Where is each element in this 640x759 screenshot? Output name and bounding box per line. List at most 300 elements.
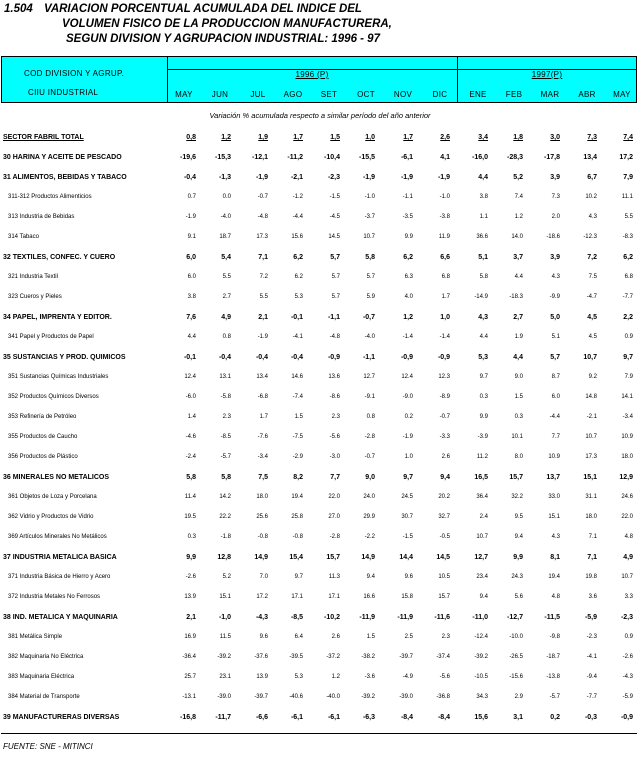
table-cell: 5.7 xyxy=(366,274,375,280)
table-cell: -26.5 xyxy=(509,654,523,660)
header-month: SET xyxy=(320,90,338,99)
table-cell: -6.8 xyxy=(257,394,268,400)
table-cell: -13.1 xyxy=(182,694,196,700)
table-cell: 4.3 xyxy=(551,274,560,280)
table-cell: 5.1 xyxy=(551,334,560,340)
table-cell: -11,5 xyxy=(544,614,560,621)
table-cell: 1.9 xyxy=(514,334,523,340)
table-cell: -0,4 xyxy=(218,354,231,361)
table-cell: -4,3 xyxy=(255,614,268,621)
table-cell: -0,3 xyxy=(584,714,597,721)
table-cell: 1,2 xyxy=(221,134,231,141)
table-cell: 6.0 xyxy=(187,274,196,280)
table-cell: 9,7 xyxy=(403,474,413,481)
header-year-1997: 1997(P) xyxy=(531,70,563,79)
title-line-3: SEGUN DIVISION Y AGRUPACION INDUSTRIAL: 1996 - 97 xyxy=(66,33,380,45)
row-label: 383 Maquinaria Eléctrica xyxy=(8,674,75,680)
table-cell: 1.4 xyxy=(187,414,196,420)
table-cell: 13.9 xyxy=(184,594,196,600)
table-cell: 12.3 xyxy=(438,374,450,380)
table-cell: 1,5 xyxy=(330,134,340,141)
title-line-2: VOLUMEN FISICO DE LA PRODUCCION MANUFACTURERA, xyxy=(62,18,392,30)
table-cell: -8.5 xyxy=(220,434,231,440)
table-cell: 11.5 xyxy=(219,634,231,640)
table-cell: -3.4 xyxy=(622,414,633,420)
table-cell: -16,8 xyxy=(180,714,196,721)
table-cell: -7.7 xyxy=(586,694,597,700)
bottom-rule xyxy=(1,733,637,734)
table-cell: -1.5 xyxy=(329,194,340,200)
table-cell: 15.8 xyxy=(401,594,413,600)
table-cell: 19.5 xyxy=(184,514,196,520)
table-cell: 14.0 xyxy=(511,234,523,240)
table-cell: -6,1 xyxy=(400,154,413,161)
table-cell: -0,4 xyxy=(290,354,303,361)
table-cell: 9,9 xyxy=(513,554,523,561)
row-label: 355 Productos de Caucho xyxy=(8,434,78,440)
table-cell: 18.0 xyxy=(585,514,597,520)
table-cell: 2.0 xyxy=(551,214,560,220)
table-cell: 1.1 xyxy=(479,214,488,220)
table-cell: 29.9 xyxy=(363,514,375,520)
table-cell: 10.7 xyxy=(585,434,597,440)
table-cell: -3.5 xyxy=(402,214,413,220)
table-cell: 10.7 xyxy=(476,534,488,540)
table-cell: 11.3 xyxy=(328,574,340,580)
table-cell: 9.4 xyxy=(479,594,488,600)
table-cell: 1,8 xyxy=(513,134,523,141)
table-cell: -36.4 xyxy=(182,654,196,660)
table-cell: 14,5 xyxy=(436,554,450,561)
table-cell: 5,7 xyxy=(330,254,340,261)
table-row xyxy=(0,314,640,328)
table-cell: 24.0 xyxy=(363,494,375,500)
table-cell: -19,6 xyxy=(180,154,196,161)
row-label: 32 TEXTILES, CONFEC. Y CUERO xyxy=(3,254,116,261)
table-cell: -2.4 xyxy=(185,454,196,460)
table-cell: -4.9 xyxy=(402,674,413,680)
table-cell: 3,4 xyxy=(478,134,488,141)
table-cell: 5.7 xyxy=(331,294,340,300)
table-cell: -7.7 xyxy=(622,294,633,300)
table-cell: 5.5 xyxy=(624,214,633,220)
table-cell: 6.8 xyxy=(624,274,633,280)
table-cell: -2,3 xyxy=(620,614,633,621)
table-cell: -1.9 xyxy=(402,434,413,440)
table-cell: 10.9 xyxy=(621,434,633,440)
table-cell: -2,1 xyxy=(290,174,303,181)
table-cell: -10.0 xyxy=(509,634,523,640)
table-row xyxy=(0,494,640,508)
table-cell: 10,7 xyxy=(583,354,597,361)
table-cell: 12.4 xyxy=(401,374,413,380)
table-cell: -1,9 xyxy=(362,174,375,181)
table-cell: -39.7 xyxy=(254,694,268,700)
table-cell: -8,5 xyxy=(290,614,303,621)
table-cell: 9.9 xyxy=(479,414,488,420)
table-cell: 12.4 xyxy=(184,374,196,380)
table-cell: 11.2 xyxy=(476,454,488,460)
table-cell: 0.7 xyxy=(187,194,196,200)
table-cell: -4.4 xyxy=(549,414,560,420)
table-cell: 14.1 xyxy=(621,394,633,400)
table-cell: 7,1 xyxy=(258,254,268,261)
table-cell: -10.5 xyxy=(474,674,488,680)
table-cell: -5,9 xyxy=(584,614,597,621)
table-cell: 36.6 xyxy=(476,234,488,240)
table-cell: -3.0 xyxy=(329,454,340,460)
table-cell: 13.4 xyxy=(256,374,268,380)
table-cell: 1.5 xyxy=(514,394,523,400)
table-cell: -15,5 xyxy=(359,154,375,161)
table-cell: 4,3 xyxy=(478,314,488,321)
table-cell: -0,4 xyxy=(255,354,268,361)
table-cell: 9.6 xyxy=(404,574,413,580)
table-cell: 13.9 xyxy=(256,674,268,680)
table-cell: -3.3 xyxy=(439,434,450,440)
row-label: 323 Cueros y Pieles xyxy=(8,294,62,300)
table-cell: 17.1 xyxy=(291,594,303,600)
table-cell: 3.6 xyxy=(588,594,597,600)
row-label: 362 Vidrio y Productos de Vidrio xyxy=(8,514,94,520)
table-cell: -0.5 xyxy=(439,534,450,540)
table-cell: -12.3 xyxy=(583,234,597,240)
table-cell: -3.8 xyxy=(439,214,450,220)
table-cell: -5.7 xyxy=(549,694,560,700)
table-cell: 6,6 xyxy=(440,254,450,261)
table-cell: 5.8 xyxy=(479,274,488,280)
table-row xyxy=(0,294,640,308)
table-cell: 1,7 xyxy=(403,134,413,141)
table-cell: 6,2 xyxy=(403,254,413,261)
row-label: 37 INDUSTRIA METALICA BASICA xyxy=(3,554,117,561)
row-label: 36 MINERALES NO METALICOS xyxy=(3,474,110,481)
table-cell: 6,7 xyxy=(587,174,597,181)
table-cell: 4.8 xyxy=(551,594,560,600)
table-cell: 15,7 xyxy=(509,474,523,481)
table-cell: 7,1 xyxy=(587,554,597,561)
table-cell: -1.0 xyxy=(439,194,450,200)
table-cell: -37.2 xyxy=(326,654,340,660)
table-row xyxy=(0,694,640,708)
table-row xyxy=(0,474,640,488)
table-cell: -5.9 xyxy=(622,694,633,700)
table-row xyxy=(0,594,640,608)
table-cell: -4.5 xyxy=(329,214,340,220)
row-label: 35 SUSTANCIAS Y PROD. QUIMICOS xyxy=(3,354,126,361)
table-cell: 2.3 xyxy=(331,414,340,420)
table-cell: 5,8 xyxy=(221,474,231,481)
table-cell: -6,6 xyxy=(255,714,268,721)
table-cell: 1,9 xyxy=(258,134,268,141)
table-cell: 10.9 xyxy=(548,454,560,460)
table-row xyxy=(0,514,640,528)
table-cell: 32.7 xyxy=(438,514,450,520)
table-number: 1.504 xyxy=(4,3,33,15)
table-cell: -15.6 xyxy=(509,674,523,680)
table-cell: 9.5 xyxy=(514,514,523,520)
table-cell: 4.5 xyxy=(588,334,597,340)
table-cell: 22.0 xyxy=(621,514,633,520)
table-cell: 36.4 xyxy=(476,494,488,500)
table-cell: -0.7 xyxy=(364,454,375,460)
table-cell: 1,7 xyxy=(293,134,303,141)
row-label: 352 Productos Químicos Diversos xyxy=(8,394,99,400)
table-cell: 5,8 xyxy=(186,474,196,481)
table-cell: 2,7 xyxy=(513,314,523,321)
table-cell: -10,4 xyxy=(324,154,340,161)
table-cell: -39.0 xyxy=(217,694,231,700)
table-cell: 14.6 xyxy=(291,374,303,380)
table-cell: 4.4 xyxy=(187,334,196,340)
header-ciiu-label: CIIU INDUSTRIAL xyxy=(28,88,99,97)
table-cell: 7,4 xyxy=(623,134,633,141)
header-month: MAY xyxy=(613,90,631,99)
table-cell: 7.1 xyxy=(588,534,597,540)
table-cell: 18.0 xyxy=(621,454,633,460)
table-cell: 13.1 xyxy=(219,374,231,380)
table-cell: 6,2 xyxy=(293,254,303,261)
table-cell: -16,0 xyxy=(472,154,488,161)
table-cell: 7,2 xyxy=(587,254,597,261)
table-cell: 4,9 xyxy=(623,554,633,561)
table-cell: -2.2 xyxy=(364,534,375,540)
table-cell: -4.1 xyxy=(292,334,303,340)
table-cell: -1.8 xyxy=(220,534,231,540)
table-cell: -39.2 xyxy=(217,654,231,660)
table-cell: 3,9 xyxy=(550,254,560,261)
row-label: 371 Industria Básica de Hierro y Acero xyxy=(8,574,111,580)
row-label: 31 ALIMENTOS, BEBIDAS Y TABACO xyxy=(3,174,127,181)
row-label: 321 Industria Textil xyxy=(8,274,58,280)
table-cell: 3.8 xyxy=(479,194,488,200)
table-cell: -18.6 xyxy=(546,234,560,240)
table-cell: 7,9 xyxy=(623,174,633,181)
table-cell: -0,9 xyxy=(327,354,340,361)
table-cell: -39.0 xyxy=(399,694,413,700)
table-cell: -4.3 xyxy=(622,674,633,680)
table-cell: 17.1 xyxy=(328,594,340,600)
table-cell: 7.9 xyxy=(624,374,633,380)
table-row xyxy=(0,614,640,628)
row-label: 351 Sustancias Químicas Industriales xyxy=(8,374,109,380)
table-cell: 7,7 xyxy=(330,474,340,481)
table-cell: 5.7 xyxy=(331,274,340,280)
table-row xyxy=(0,534,640,548)
table-cell: -11,0 xyxy=(472,614,488,621)
table-cell: 1.2 xyxy=(331,674,340,680)
table-cell: -5.7 xyxy=(220,454,231,460)
table-cell: 4.0 xyxy=(404,294,413,300)
table-cell: -2.6 xyxy=(622,654,633,660)
table-cell: 0.9 xyxy=(624,634,633,640)
table-cell: 10.2 xyxy=(585,194,597,200)
table-cell: -6,1 xyxy=(327,714,340,721)
table-cell: -1.9 xyxy=(257,334,268,340)
table-row xyxy=(0,674,640,688)
table-cell: 2,1 xyxy=(186,614,196,621)
table-cell: 13.6 xyxy=(328,374,340,380)
table-cell: 1,0 xyxy=(365,134,375,141)
table-cell: 9.2 xyxy=(588,374,597,380)
table-cell: -1.9 xyxy=(185,214,196,220)
table-cell: -8,4 xyxy=(400,714,413,721)
table-cell: 22.0 xyxy=(328,494,340,500)
header-month: NOV xyxy=(393,90,413,99)
table-cell: 17.3 xyxy=(585,454,597,460)
table-cell: 1,0 xyxy=(440,314,450,321)
table-row xyxy=(0,634,640,648)
table-row xyxy=(0,354,640,368)
table-cell: 6.3 xyxy=(404,274,413,280)
table-cell: 3,7 xyxy=(513,254,523,261)
table-cell: -36.8 xyxy=(436,694,450,700)
table-cell: 7.5 xyxy=(588,274,597,280)
table-cell: 7.4 xyxy=(514,194,523,200)
table-cell: 5.9 xyxy=(366,294,375,300)
table-cell: 11.4 xyxy=(184,494,196,500)
table-cell: -10,2 xyxy=(324,614,340,621)
header-month: FEB xyxy=(505,90,523,99)
row-label: 341 Papel y Productos de Papel xyxy=(8,334,94,340)
table-cell: 17.3 xyxy=(256,234,268,240)
header-month: JUN xyxy=(211,90,229,99)
table-cell: -4.0 xyxy=(220,214,231,220)
table-cell: -1,0 xyxy=(218,614,231,621)
table-cell: -2.8 xyxy=(364,434,375,440)
header-month: DIC xyxy=(432,90,448,99)
title-line-1: VARIACION PORCENTUAL ACUMULADA DEL INDICE DEL xyxy=(44,3,362,15)
table-row xyxy=(0,174,640,188)
table-cell: 7.7 xyxy=(551,434,560,440)
table-cell: 5.2 xyxy=(222,574,231,580)
table-cell: -9.9 xyxy=(549,294,560,300)
table-cell: -11,6 xyxy=(434,614,450,621)
row-label: 311-312 Productos Alimenticios xyxy=(8,194,92,200)
table-cell: 2.5 xyxy=(404,634,413,640)
header-year-1996: 1996 (P) xyxy=(295,70,329,79)
table-cell: 0.3 xyxy=(514,414,523,420)
table-cell: 4,4 xyxy=(513,354,523,361)
table-cell: 13,4 xyxy=(583,154,597,161)
source-note: FUENTE: SNE - MITINCI xyxy=(3,742,93,751)
table-cell: 4.3 xyxy=(588,214,597,220)
header-month: ABR xyxy=(578,90,596,99)
table-cell: -37.4 xyxy=(436,654,450,660)
table-cell: 5.5 xyxy=(222,274,231,280)
table-cell: 10.7 xyxy=(363,234,375,240)
table-cell: -1.5 xyxy=(402,534,413,540)
table-cell: 3.8 xyxy=(187,294,196,300)
table-cell: -1.1 xyxy=(402,194,413,200)
table-cell: 7.0 xyxy=(259,574,268,580)
table-row xyxy=(0,654,640,668)
table-cell: -2.8 xyxy=(329,534,340,540)
table-cell: -0,1 xyxy=(290,314,303,321)
table-cell: -37.6 xyxy=(254,654,268,660)
table-cell: 9.6 xyxy=(259,634,268,640)
table-cell: 14,9 xyxy=(254,554,268,561)
table-cell: 33.0 xyxy=(548,494,560,500)
table-cell: -38.2 xyxy=(361,654,375,660)
table-row xyxy=(0,274,640,288)
table-cell: 14.8 xyxy=(585,394,597,400)
table-cell: 0.3 xyxy=(479,394,488,400)
table-cell: 0,2 xyxy=(550,714,560,721)
table-cell: -3.6 xyxy=(364,674,375,680)
table-cell: 5,0 xyxy=(550,314,560,321)
table-cell: 4,4 xyxy=(478,174,488,181)
table-row xyxy=(0,214,640,228)
table-cell: 14,9 xyxy=(361,554,375,561)
table-cell: 9.9 xyxy=(404,234,413,240)
table-cell: -5.8 xyxy=(220,394,231,400)
table-cell: 15,4 xyxy=(289,554,303,561)
table-cell: -1.0 xyxy=(364,194,375,200)
table-cell: 34.3 xyxy=(476,694,488,700)
table-row xyxy=(0,154,640,168)
table-cell: 14,4 xyxy=(399,554,413,561)
table-cell: 7.3 xyxy=(551,194,560,200)
table-cell: -4.6 xyxy=(185,434,196,440)
table-cell: 13,7 xyxy=(546,474,560,481)
table-cell: 20.2 xyxy=(438,494,450,500)
table-cell: 2.3 xyxy=(441,634,450,640)
table-cell: 6.2 xyxy=(294,274,303,280)
header-month: ENE xyxy=(469,90,487,99)
table-cell: 2,6 xyxy=(440,134,450,141)
table-cell: -5.6 xyxy=(329,434,340,440)
table-cell: -12,1 xyxy=(252,154,268,161)
table-cell: 25.7 xyxy=(184,674,196,680)
header-month: MAR xyxy=(540,90,560,99)
table-cell: -4.1 xyxy=(586,654,597,660)
table-cell: -3.9 xyxy=(477,434,488,440)
table-cell: 2.3 xyxy=(222,414,231,420)
table-cell: -8.6 xyxy=(329,394,340,400)
table-cell: 4,5 xyxy=(587,314,597,321)
table-row xyxy=(0,234,640,248)
table-cell: 5,4 xyxy=(221,254,231,261)
table-cell: 2.4 xyxy=(479,514,488,520)
table-cell: 15.7 xyxy=(438,594,450,600)
table-cell: 0.3 xyxy=(187,534,196,540)
table-cell: -13.8 xyxy=(546,674,560,680)
table-cell: 11.1 xyxy=(621,194,633,200)
table-cell: -2.9 xyxy=(292,454,303,460)
row-label: 353 Refinería de Petróleo xyxy=(8,414,77,420)
table-cell: 2.6 xyxy=(331,634,340,640)
table-cell: 31.1 xyxy=(585,494,597,500)
table-cell: -39.7 xyxy=(399,654,413,660)
table-cell: 4.8 xyxy=(624,534,633,540)
table-cell: 24.3 xyxy=(511,574,523,580)
table-cell: 5,8 xyxy=(365,254,375,261)
table-cell: -3.7 xyxy=(364,214,375,220)
table-cell: 10.1 xyxy=(511,434,523,440)
table-cell: 25.8 xyxy=(291,514,303,520)
table-cell: -4.7 xyxy=(586,294,597,300)
table-cell: 7,3 xyxy=(587,134,597,141)
table-cell: 8,1 xyxy=(550,554,560,561)
table-cell: -8.9 xyxy=(439,394,450,400)
table-row xyxy=(0,454,640,468)
table-cell: 12.7 xyxy=(363,374,375,380)
table-cell: 5,2 xyxy=(513,174,523,181)
table-cell: 22.2 xyxy=(219,514,231,520)
table-cell: 5,3 xyxy=(478,354,488,361)
table-cell: 1.7 xyxy=(441,294,450,300)
